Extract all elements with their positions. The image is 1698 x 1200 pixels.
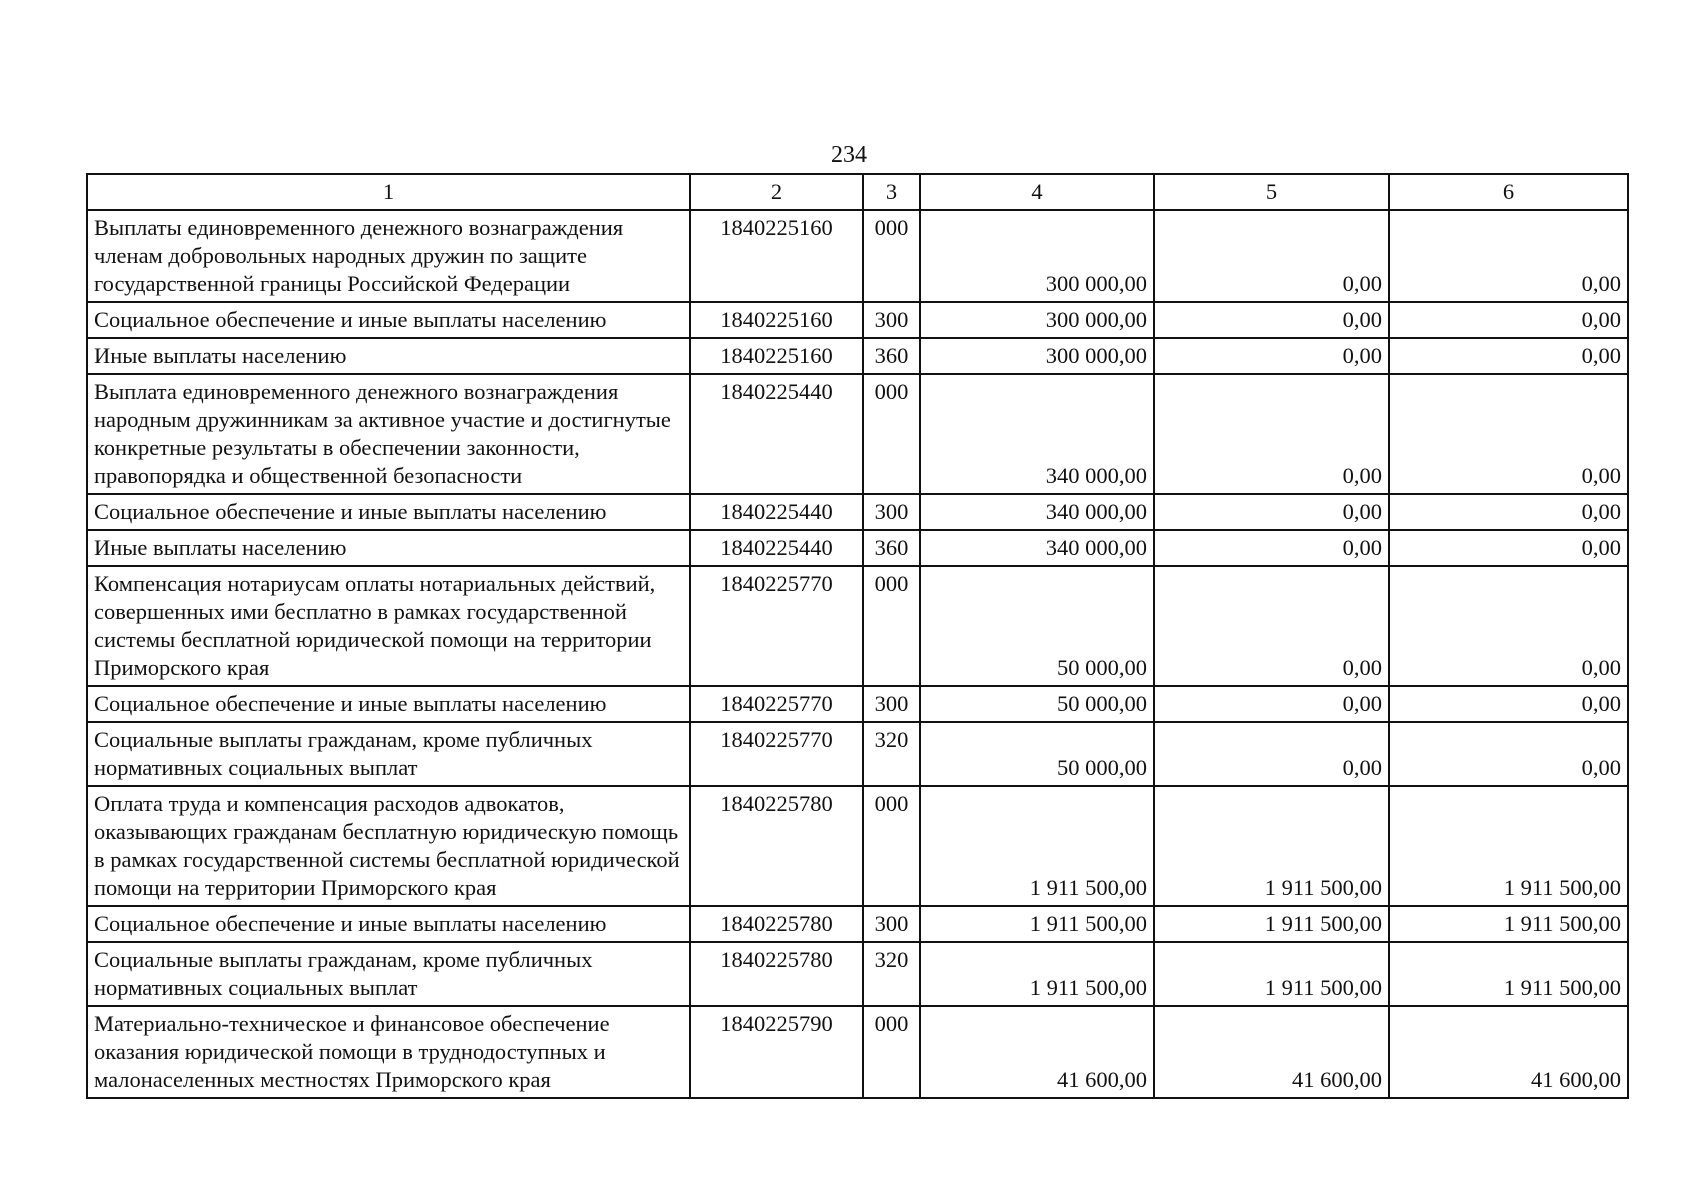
row-value-4: 41 600,00 — [920, 1006, 1154, 1098]
row-name: Выплата единовременного денежного вознаграждения народным дружинникам за активное участие и достигнутые конкретные результаты в обеспечении законности, правопорядка и общественной безопасности — [87, 374, 690, 494]
row-code: 1840225160 — [690, 338, 863, 374]
table-row — [87, 302, 1628, 338]
row-value-5: 0,00 — [1154, 566, 1389, 686]
row-code: 1840225780 — [690, 942, 863, 1006]
row-name: Социальное обеспечение и иные выплаты населению — [87, 906, 690, 942]
row-value-6: 1 911 500,00 — [1389, 786, 1628, 906]
row-code: 1840225770 — [690, 686, 863, 722]
row-value-5: 0,00 — [1154, 338, 1389, 374]
row-value-6: 1 911 500,00 — [1389, 942, 1628, 1006]
row-code: 1840225770 — [690, 566, 863, 686]
table-row — [87, 494, 1628, 530]
row-value-6: 0,00 — [1389, 530, 1628, 566]
row-value-4: 340 000,00 — [920, 494, 1154, 530]
row-value-5: 0,00 — [1154, 210, 1389, 302]
table-header-row — [87, 174, 1628, 210]
column-header: 2 — [690, 174, 863, 210]
row-value-6: 0,00 — [1389, 566, 1628, 686]
row-code: 1840225440 — [690, 494, 863, 530]
budget-table — [86, 173, 1629, 1099]
row-value-4: 1 911 500,00 — [920, 942, 1154, 1006]
row-value-6: 1 911 500,00 — [1389, 906, 1628, 942]
table-row — [87, 210, 1628, 302]
row-code: 1840225780 — [690, 906, 863, 942]
row-value-5: 0,00 — [1154, 722, 1389, 786]
row-value-6: 0,00 — [1389, 210, 1628, 302]
row-name: Компенсация нотариусам оплаты нотариальных действий, совершенных ими бесплатно в рамках государственной системы бесплатной юридической помощи на территории Приморского края — [87, 566, 690, 686]
table-row — [87, 1006, 1628, 1098]
row-code: 1840225160 — [690, 302, 863, 338]
table-row — [87, 722, 1628, 786]
row-type: 320 — [863, 942, 920, 1006]
column-header: 5 — [1154, 174, 1389, 210]
row-type: 000 — [863, 374, 920, 494]
row-type: 300 — [863, 686, 920, 722]
row-value-4: 300 000,00 — [920, 338, 1154, 374]
table-row — [87, 906, 1628, 942]
row-value-5: 0,00 — [1154, 302, 1389, 338]
row-name: Социальные выплаты гражданам, кроме публичных нормативных социальных выплат — [87, 942, 690, 1006]
row-name: Оплата труда и компенсация расходов адвокатов, оказывающих гражданам бесплатную юридическую помощь в рамках государственной системы бесплатной юридической помощи на территории Приморского края — [87, 786, 690, 906]
row-name: Социальное обеспечение и иные выплаты населению — [87, 302, 690, 338]
row-name: Выплаты единовременного денежного вознаграждения членам добровольных народных дружин по защите государственной границы Российской Федерации — [87, 210, 690, 302]
table-row — [87, 338, 1628, 374]
row-code: 1840225790 — [690, 1006, 863, 1098]
row-name: Социальное обеспечение и иные выплаты населению — [87, 494, 690, 530]
row-value-5: 1 911 500,00 — [1154, 942, 1389, 1006]
row-code: 1840225160 — [690, 210, 863, 302]
row-value-5: 41 600,00 — [1154, 1006, 1389, 1098]
row-type: 360 — [863, 338, 920, 374]
row-name: Иные выплаты населению — [87, 338, 690, 374]
table-row — [87, 786, 1628, 906]
table-row — [87, 530, 1628, 566]
row-name: Социальное обеспечение и иные выплаты населению — [87, 686, 690, 722]
row-value-6: 0,00 — [1389, 686, 1628, 722]
page-number: 234 — [831, 142, 867, 168]
row-type: 000 — [863, 1006, 920, 1098]
table-row — [87, 566, 1628, 686]
row-type: 000 — [863, 210, 920, 302]
row-value-5: 1 911 500,00 — [1154, 906, 1389, 942]
row-name: Материально-техническое и финансовое обеспечение оказания юридической помощи в труднодоступных и малонаселенных местностях Приморского края — [87, 1006, 690, 1098]
row-value-6: 0,00 — [1389, 494, 1628, 530]
row-type: 360 — [863, 530, 920, 566]
row-value-6: 41 600,00 — [1389, 1006, 1628, 1098]
column-header: 3 — [863, 174, 920, 210]
row-value-4: 300 000,00 — [920, 302, 1154, 338]
row-value-5: 0,00 — [1154, 374, 1389, 494]
row-value-4: 1 911 500,00 — [920, 786, 1154, 906]
row-type: 320 — [863, 722, 920, 786]
row-type: 300 — [863, 302, 920, 338]
row-value-6: 0,00 — [1389, 338, 1628, 374]
row-value-5: 0,00 — [1154, 530, 1389, 566]
row-value-4: 50 000,00 — [920, 722, 1154, 786]
row-value-4: 50 000,00 — [920, 566, 1154, 686]
row-type: 000 — [863, 786, 920, 906]
row-code: 1840225440 — [690, 530, 863, 566]
row-value-5: 0,00 — [1154, 686, 1389, 722]
row-name: Иные выплаты населению — [87, 530, 690, 566]
row-value-6: 0,00 — [1389, 374, 1628, 494]
row-type: 300 — [863, 906, 920, 942]
row-value-4: 340 000,00 — [920, 530, 1154, 566]
column-header: 6 — [1389, 174, 1628, 210]
row-type: 000 — [863, 566, 920, 686]
row-value-5: 0,00 — [1154, 494, 1389, 530]
row-value-4: 50 000,00 — [920, 686, 1154, 722]
row-value-6: 0,00 — [1389, 722, 1628, 786]
row-value-4: 340 000,00 — [920, 374, 1154, 494]
table-row — [87, 942, 1628, 1006]
row-name: Социальные выплаты гражданам, кроме публичных нормативных социальных выплат — [87, 722, 690, 786]
row-value-6: 0,00 — [1389, 302, 1628, 338]
row-code: 1840225770 — [690, 722, 863, 786]
row-code: 1840225780 — [690, 786, 863, 906]
row-code: 1840225440 — [690, 374, 863, 494]
row-value-4: 1 911 500,00 — [920, 906, 1154, 942]
column-header: 1 — [87, 174, 690, 210]
table-row — [87, 374, 1628, 494]
row-value-5: 1 911 500,00 — [1154, 786, 1389, 906]
column-header: 4 — [920, 174, 1154, 210]
row-type: 300 — [863, 494, 920, 530]
table-row — [87, 686, 1628, 722]
row-value-4: 300 000,00 — [920, 210, 1154, 302]
